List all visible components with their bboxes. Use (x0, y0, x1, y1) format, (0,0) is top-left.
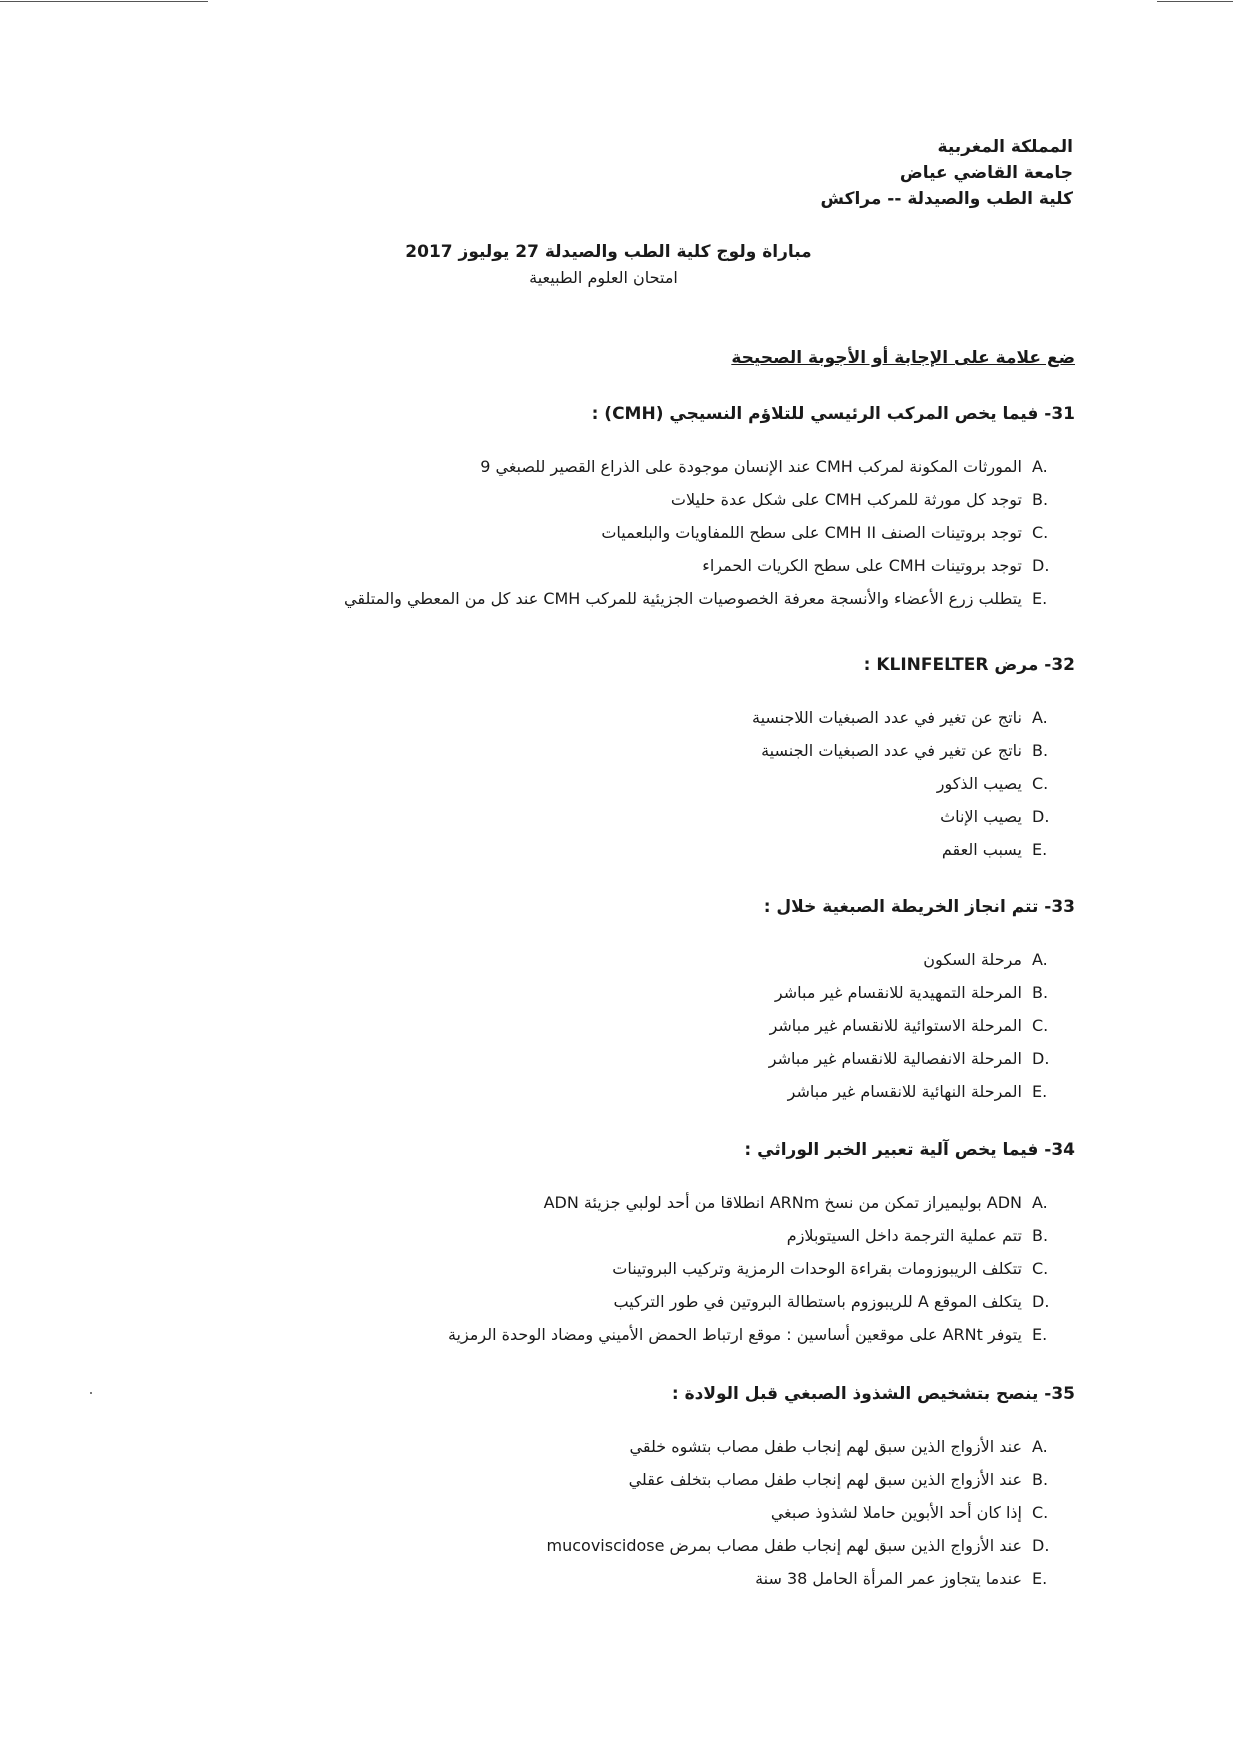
option-text: ADN بوليميراز تمكن من نسخ ARNm انطلاقا من أحد لولبي جزيئة ADN (543, 1193, 1022, 1212)
option-text: عند الأزواج الذين سبق لهم إنجاب طفل مصاب بتخلف عقلي (628, 1470, 1022, 1489)
option-text: يتطلب زرع الأعضاء والأنسجة معرفة الخصوصيات الجزيئية للمركب CMH عند كل من المعطي والمتلقي (344, 589, 1022, 608)
option-letter: D. (1032, 1049, 1050, 1068)
option-c (75, 1496, 1075, 1529)
exam-title-block (0, 238, 1233, 290)
option-letter: D. (1032, 807, 1050, 826)
option-letter: B. (1032, 1226, 1049, 1245)
option-text: توجد كل مورثة للمركب CMH على شكل عدة حليلات (670, 490, 1022, 509)
option-text: تتم عملية الترجمة داخل السيتوبلازم (786, 1226, 1022, 1245)
option-e (75, 1562, 1075, 1595)
option-text: يصيب الإناث (940, 807, 1022, 826)
question-title: 34- فيما يخص آلية تعبير الخبر الوراثي : (744, 1140, 1075, 1160)
option-e (75, 833, 1075, 866)
header-university: جامعة القاضي عياض (899, 163, 1073, 183)
institution-header (821, 134, 1073, 212)
option-letter: C. (1032, 1259, 1049, 1278)
option-letter: C. (1032, 774, 1049, 793)
option-text: عند الأزواج الذين سبق لهم إنجاب طفل مصاب بمرض mucoviscidose (546, 1536, 1022, 1555)
option-a (75, 943, 1075, 976)
option-text: المرحلة التمهيدية للانقسام غير مباشر (774, 983, 1022, 1002)
option-text: ناتج عن تغير في عدد الصبغيات اللاجنسية (751, 708, 1022, 727)
option-text: المرحلة الاستوائية للانقسام غير مباشر (769, 1016, 1022, 1035)
option-text: المورثات المكونة لمركب CMH عند الإنسان موجودة على الذراع القصير للصبغي 9 (480, 457, 1022, 476)
option-c (75, 1252, 1075, 1285)
option-text: المرحلة الانفصالية للانقسام غير مباشر (768, 1049, 1022, 1068)
option-text: ناتج عن تغير في عدد الصبغيات الجنسية (761, 741, 1022, 760)
header-faculty: كلية الطب والصيدلة -- مراكش (820, 189, 1073, 209)
option-list (75, 1430, 1075, 1595)
option-text: توجد بروتينات CMH على سطح الكريات الحمراء (702, 556, 1022, 575)
option-letter: D. (1032, 1292, 1050, 1311)
option-letter: A. (1032, 1193, 1048, 1212)
question-title: 33- تتم انجاز الخريطة الصبغية خلال : (763, 897, 1075, 917)
option-letter: E. (1032, 840, 1048, 859)
option-letter: E. (1032, 1325, 1048, 1344)
option-c (75, 516, 1075, 549)
question-35 (75, 1380, 1075, 1595)
option-letter: E. (1032, 589, 1048, 608)
option-a (75, 701, 1075, 734)
option-letter: A. (1032, 457, 1048, 476)
question-33 (75, 893, 1075, 1108)
option-letter: E. (1032, 1569, 1048, 1588)
option-e (75, 1318, 1075, 1351)
option-text: المرحلة النهائية للانقسام غير مباشر (787, 1082, 1022, 1101)
exam-subject: امتحان العلوم الطبيعية (529, 268, 678, 287)
option-letter: A. (1032, 708, 1048, 727)
option-letter: B. (1032, 741, 1049, 760)
option-d (75, 1285, 1075, 1318)
option-a (75, 1186, 1075, 1219)
option-letter: B. (1032, 1470, 1049, 1489)
option-b (75, 976, 1075, 1009)
option-b (75, 1463, 1075, 1496)
option-d (75, 1042, 1075, 1075)
option-b (75, 483, 1075, 516)
option-b (75, 734, 1075, 767)
option-list (75, 450, 1075, 615)
option-text: عند الأزواج الذين سبق لهم إنجاب طفل مصاب بتشوه خلقي (629, 1437, 1022, 1456)
option-d (75, 800, 1075, 833)
question-title: 31- فيما يخص المركب الرئيسي للتلاؤم النسيجي (CMH) : (591, 404, 1075, 424)
option-d (75, 1529, 1075, 1562)
exam-instruction: ضع علامة على الإجابة أو الأجوبة الصحيحة (731, 348, 1075, 368)
option-letter: B. (1032, 490, 1049, 509)
option-letter: A. (1032, 1437, 1048, 1456)
option-a (75, 450, 1075, 483)
option-c (75, 1009, 1075, 1042)
header-country: المملكة المغربية (937, 137, 1073, 157)
option-letter: C. (1032, 1503, 1049, 1522)
option-d (75, 549, 1075, 582)
question-32 (75, 651, 1075, 866)
question-title: 32- مرض KLINFELTER : (863, 655, 1075, 675)
question-31 (75, 400, 1075, 615)
option-a (75, 1430, 1075, 1463)
option-letter: E. (1032, 1082, 1048, 1101)
option-e (75, 582, 1075, 615)
option-text: تتكلف الريبوزومات بقراءة الوحدات الرمزية وتركيب البروتينات (612, 1259, 1022, 1278)
option-letter: C. (1032, 1016, 1049, 1035)
option-b (75, 1219, 1075, 1252)
exam-title: مباراة ولوج كلية الطب والصيدلة 27 يوليوز 2017 (405, 242, 812, 262)
option-letter: B. (1032, 983, 1049, 1002)
option-letter: C. (1032, 523, 1049, 542)
option-list (75, 943, 1075, 1108)
option-text: يسبب العقم (941, 840, 1022, 859)
option-text: عندما يتجاوز عمر المرأة الحامل 38 سنة (755, 1569, 1022, 1588)
question-34 (75, 1136, 1075, 1351)
option-text: توجد بروتينات الصنف CMH II على سطح اللمفاويات والبلعميات (601, 523, 1022, 542)
option-list (75, 701, 1075, 866)
option-list (75, 1186, 1075, 1351)
question-title: 35- ينصح بتشخيص الشذوذ الصبغي قبل الولادة : (671, 1384, 1075, 1404)
option-text: يصيب الذكور (936, 774, 1022, 793)
option-text: إذا كان أحد الأبوين حاملا لشذوذ صبغي (770, 1503, 1022, 1522)
option-letter: D. (1032, 556, 1050, 575)
option-text: مرحلة السكون (923, 950, 1022, 969)
option-text: يتكلف الموقع A للريبوزوم باستطالة البروتين في طور التركيب (613, 1292, 1022, 1311)
option-e (75, 1075, 1075, 1108)
option-letter: D. (1032, 1536, 1050, 1555)
option-c (75, 767, 1075, 800)
option-text: يتوفر ARNt على موقعين أساسين : موقع ارتباط الحمض الأميني ومضاد الوحدة الرمزية (447, 1325, 1022, 1344)
option-letter: A. (1032, 950, 1048, 969)
